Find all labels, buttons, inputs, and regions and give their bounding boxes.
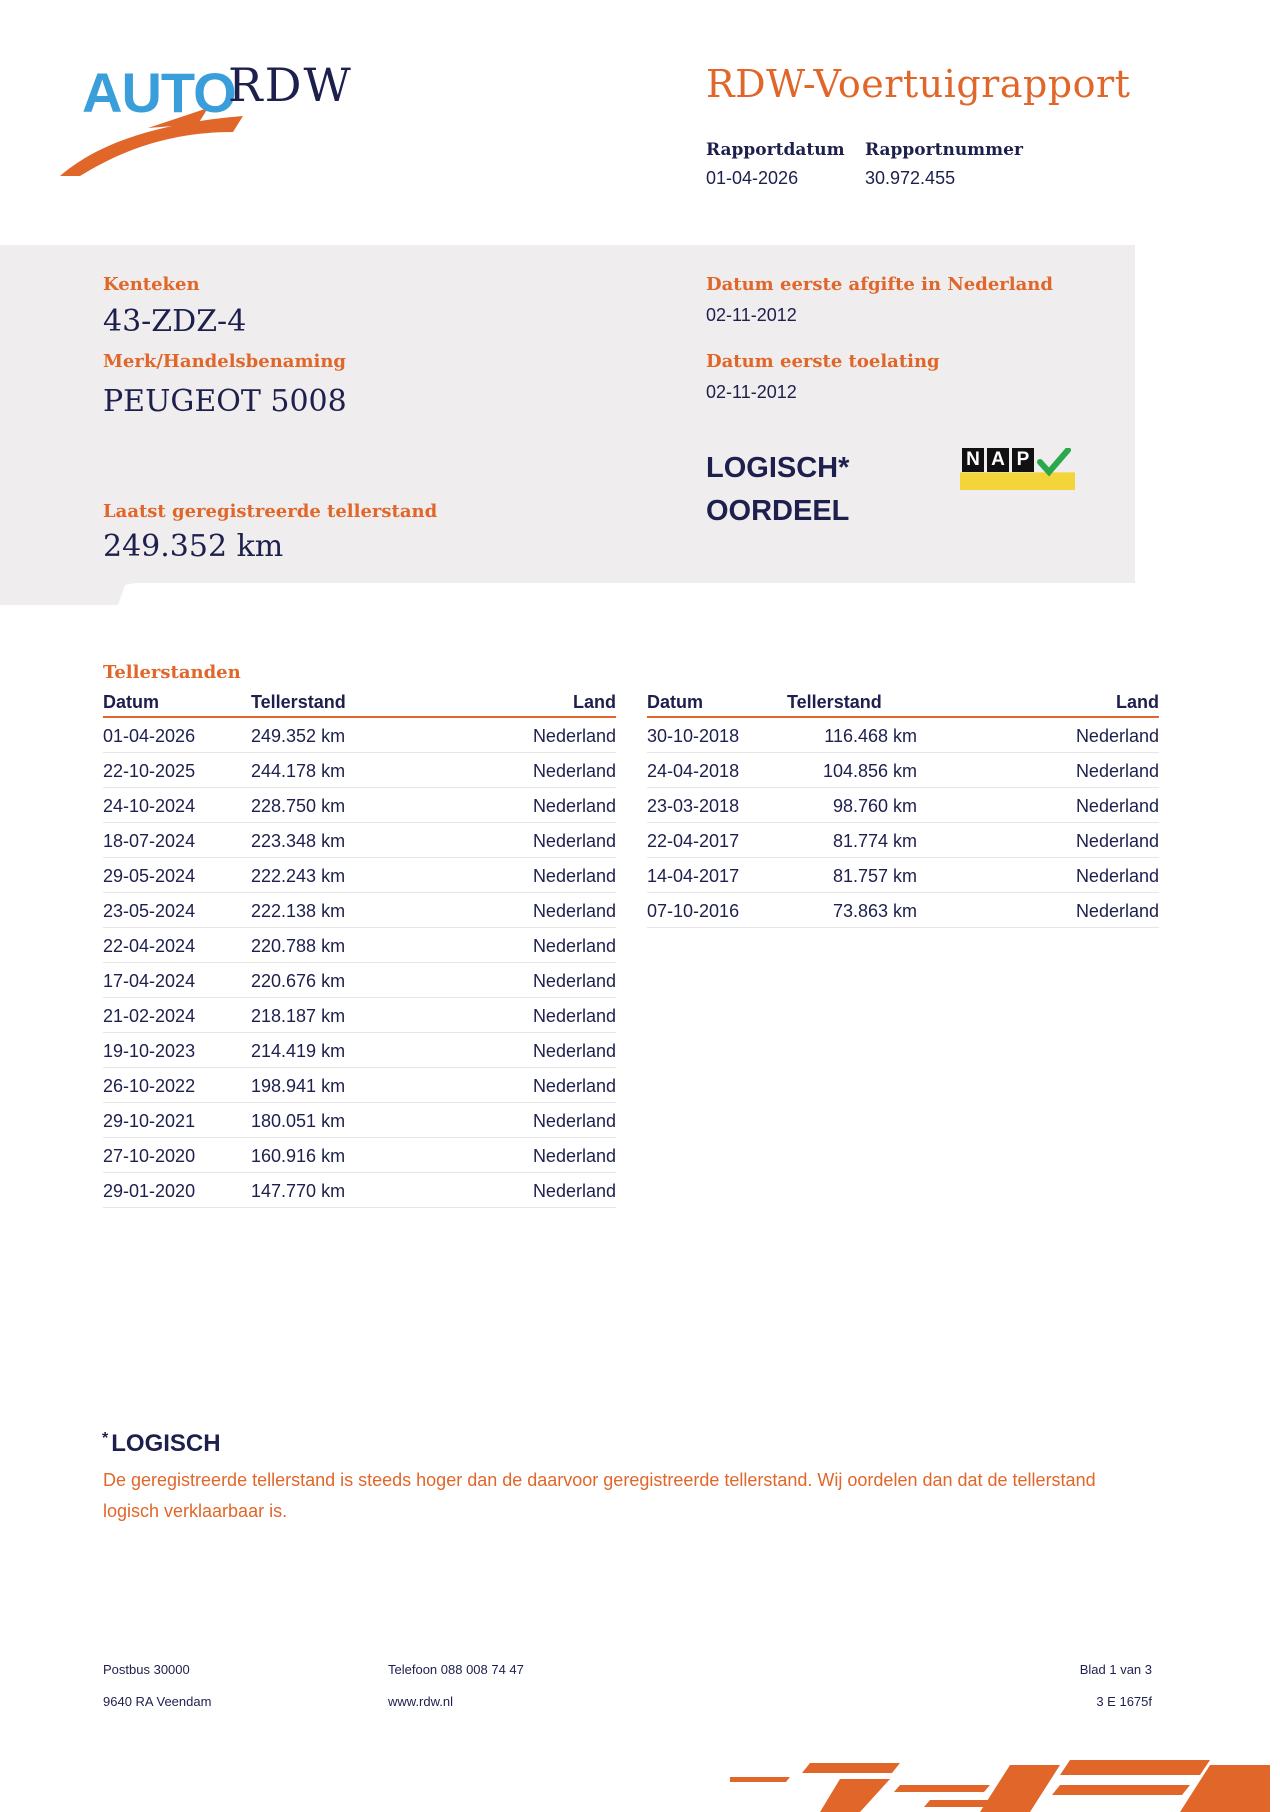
row-odometer: 249.352 km [251, 717, 401, 753]
verdict-line-1: LOGISCH* [706, 452, 850, 484]
first-admission-value: 02-11-2012 [706, 382, 797, 402]
row-country: Nederland [401, 1033, 616, 1068]
report-number: 30.972.455 [865, 168, 956, 188]
row-country: Nederland [401, 823, 616, 858]
row-date: 29-05-2024 [103, 858, 251, 893]
nap-letter-a: A [987, 448, 1009, 472]
table-row [103, 753, 616, 788]
logo-text-auto: AUTO [82, 61, 236, 124]
row-country: Nederland [401, 1103, 616, 1138]
table-row [647, 893, 1159, 928]
table-row [647, 823, 1159, 858]
table-row [103, 928, 616, 963]
row-odometer: 104.856 km [787, 753, 917, 788]
row-country: Nederland [401, 753, 616, 788]
row-odometer: 81.774 km [787, 823, 917, 858]
row-country: Nederland [401, 1138, 616, 1173]
row-country: Nederland [917, 753, 1159, 788]
table-row [103, 1103, 616, 1138]
nap-letter-p: P [1012, 448, 1034, 472]
table-row [103, 1068, 616, 1103]
first-issue-nl-label: Datum eerste afgifte in Nederland [706, 274, 1053, 295]
row-odometer: 222.138 km [251, 893, 401, 928]
table-row [103, 998, 616, 1033]
rdw-stripe-decoration [730, 1755, 1270, 1812]
row-date: 29-10-2021 [103, 1103, 251, 1138]
row-odometer: 218.187 km [251, 998, 401, 1033]
row-country: Nederland [401, 998, 616, 1033]
make-value: PEUGEOT 5008 [103, 384, 347, 419]
footnote-title [102, 1430, 221, 1458]
row-date: 23-05-2024 [103, 893, 251, 928]
row-date: 14-04-2017 [647, 858, 787, 893]
row-odometer: 214.419 km [251, 1033, 401, 1068]
row-country: Nederland [917, 717, 1159, 753]
row-date: 22-10-2025 [103, 753, 251, 788]
report-title: RDW-Voertuigrapport [706, 62, 1131, 106]
panel-notch [0, 580, 150, 610]
plate-value: 43-ZDZ-4 [103, 304, 247, 339]
row-country: Nederland [401, 1173, 616, 1208]
row-date: 01-04-2026 [103, 717, 251, 753]
row-date: 18-07-2024 [103, 823, 251, 858]
column-header-country: Land [401, 690, 616, 717]
nap-logo [960, 446, 1075, 490]
make-label: Merk/Handelsbenaming [103, 351, 347, 372]
report-date: 01-04-2026 [706, 168, 799, 188]
row-date: 07-10-2016 [647, 893, 787, 928]
row-country: Nederland [401, 963, 616, 998]
row-country: Nederland [917, 788, 1159, 823]
odometer-label: Laatst geregistreerde tellerstand [103, 501, 438, 522]
footer-page-number: Blad 1 van 3 [1079, 1662, 1152, 1677]
row-date: 26-10-2022 [103, 1068, 251, 1103]
row-country: Nederland [917, 823, 1159, 858]
nap-letter-n: N [962, 448, 984, 472]
readings-section-title: Tellerstanden [103, 662, 241, 683]
row-odometer: 220.788 km [251, 928, 401, 963]
report-number-label: Rapportnummer [865, 140, 1023, 160]
footnote-text: De geregistreerde tellerstand is steeds hoger dan de daarvoor geregistreerde tellerstand. Wij oordelen dan dat de tellerstand logisch verklaarbaar is. [103, 1470, 1096, 1521]
row-date: 30-10-2018 [647, 717, 787, 753]
table-row [647, 717, 1159, 753]
column-header-odometer: Tellerstand [251, 690, 401, 717]
table-row [103, 893, 616, 928]
first-issue-nl-value: 02-11-2012 [706, 305, 797, 325]
report-date-label: Rapportdatum [706, 140, 845, 160]
autordw-logo [58, 58, 358, 168]
row-country: Nederland [917, 858, 1159, 893]
row-odometer: 223.348 km [251, 823, 401, 858]
verdict-line-2: OORDEEL [706, 495, 850, 527]
row-odometer: 228.750 km [251, 788, 401, 823]
odometer-value: 249.352 km [103, 529, 284, 564]
column-header-date: Datum [647, 690, 787, 717]
readings-table-left [103, 690, 616, 1208]
row-date: 29-01-2020 [103, 1173, 251, 1208]
row-odometer: 222.243 km [251, 858, 401, 893]
row-country: Nederland [401, 788, 616, 823]
row-date: 21-02-2024 [103, 998, 251, 1033]
row-country: Nederland [401, 717, 616, 753]
table-row [647, 858, 1159, 893]
column-header-date: Datum [103, 690, 251, 717]
row-date: 19-10-2023 [103, 1033, 251, 1068]
row-country: Nederland [917, 893, 1159, 928]
plate-label: Kenteken [103, 274, 200, 295]
row-country: Nederland [401, 1068, 616, 1103]
footer-document-code: 3 E 1675f [1096, 1694, 1152, 1709]
column-header-odometer: Tellerstand [787, 690, 917, 717]
table-row [103, 788, 616, 823]
row-odometer: 220.676 km [251, 963, 401, 998]
column-header-country: Land [917, 690, 1159, 717]
row-odometer: 81.757 km [787, 858, 917, 893]
row-odometer: 116.468 km [787, 717, 917, 753]
footer-address-line-1: Postbus 30000 [103, 1662, 190, 1677]
logo-text-rdw: RDW [228, 58, 353, 112]
footnote-title-text: LOGISCH [111, 1430, 221, 1457]
row-date: 24-10-2024 [103, 788, 251, 823]
row-odometer: 160.916 km [251, 1138, 401, 1173]
table-row [103, 823, 616, 858]
table-row [103, 1173, 616, 1208]
nap-check-icon [1037, 448, 1071, 478]
footnote-marker: * [102, 1430, 109, 1447]
row-date: 27-10-2020 [103, 1138, 251, 1173]
table-row [647, 753, 1159, 788]
row-date: 17-04-2024 [103, 963, 251, 998]
table-row [647, 788, 1159, 823]
footer-website-link[interactable]: www.rdw.nl [388, 1694, 454, 1709]
row-country: Nederland [401, 893, 616, 928]
row-date: 24-04-2018 [647, 753, 787, 788]
row-date: 22-04-2024 [103, 928, 251, 963]
row-odometer: 244.178 km [251, 753, 401, 788]
row-odometer: 98.760 km [787, 788, 917, 823]
footer-phone: Telefoon 088 008 74 47 [388, 1662, 524, 1677]
row-odometer: 198.941 km [251, 1068, 401, 1103]
row-odometer: 147.770 km [251, 1173, 401, 1208]
table-row [103, 1033, 616, 1068]
row-odometer: 73.863 km [787, 893, 917, 928]
row-odometer: 180.051 km [251, 1103, 401, 1138]
table-row [103, 717, 616, 753]
row-country: Nederland [401, 928, 616, 963]
footer-address-line-2: 9640 RA Veendam [103, 1694, 212, 1709]
table-row [103, 858, 616, 893]
readings-table-right [647, 690, 1159, 928]
table-row [103, 963, 616, 998]
row-date: 23-03-2018 [647, 788, 787, 823]
table-row [103, 1138, 616, 1173]
first-admission-label: Datum eerste toelating [706, 351, 940, 372]
row-date: 22-04-2017 [647, 823, 787, 858]
row-country: Nederland [401, 858, 616, 893]
